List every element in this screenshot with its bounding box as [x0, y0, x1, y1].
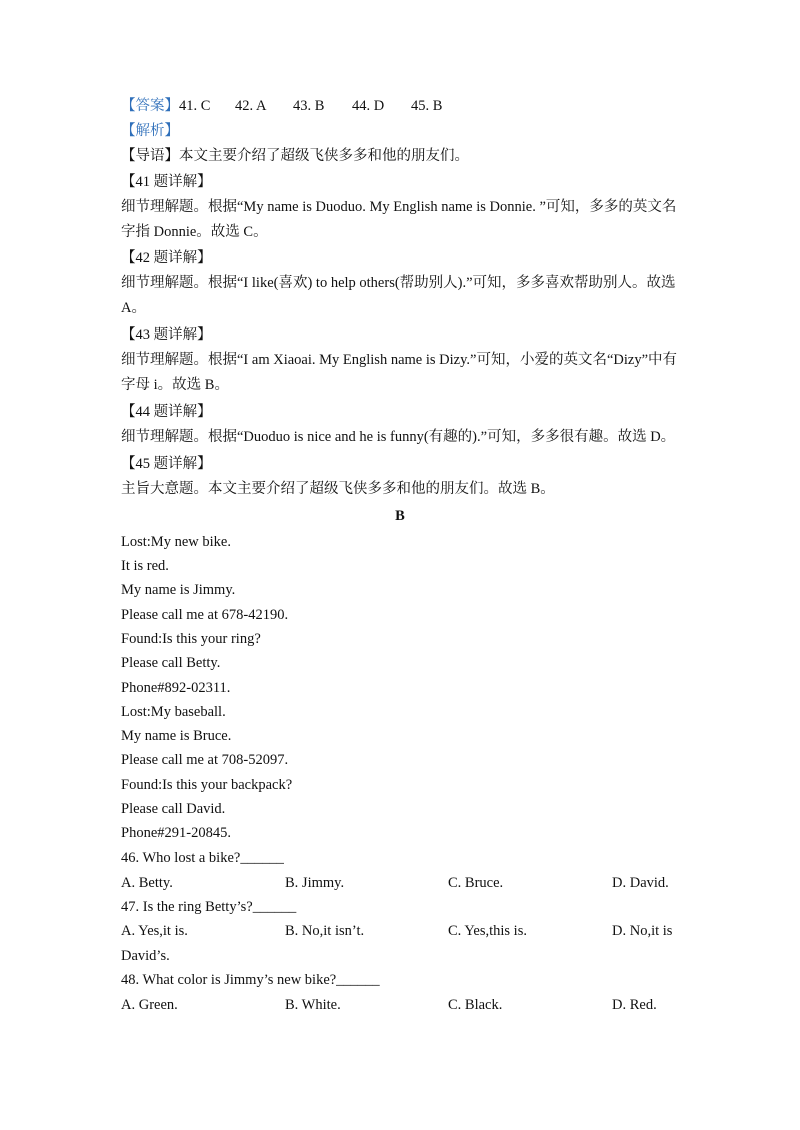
detail-text: 细节理解题。根据“My name is Duoduo. My English name is Donnie. ”可知，多多的英文名	[121, 199, 677, 215]
notice-line: Found:Is this your backpack?	[121, 777, 293, 793]
option-d-continued: David’s.	[121, 948, 170, 964]
detail-text: 细节理解题。根据“I am Xiaoai. My English name is Dizy.”可知，小爱的英文名“Dizy”中有	[121, 352, 678, 368]
option-c: C. Bruce.	[448, 875, 504, 891]
notice-line: My name is Jimmy.	[121, 582, 236, 598]
detail-text: A。	[121, 300, 146, 316]
notice-line: Please call me at 678-42190.	[121, 607, 289, 623]
notice-line: Lost:My baseball.	[121, 704, 226, 720]
detail-text: 字指 Donnie。故选 C。	[121, 224, 268, 240]
answer-label: 【答案】	[121, 98, 179, 114]
option-b: B. White.	[285, 997, 341, 1013]
detail-text: 字母 i。故选 B。	[121, 377, 229, 393]
detail-text: 主旨大意题。本文主要介绍了超级飞侠多多和他的朋友们。故选 B。	[121, 481, 555, 497]
option-b: B. Jimmy.	[285, 875, 345, 891]
notice-line: Please call me at 708-52097.	[121, 752, 289, 768]
question-stem: 48. What color is Jimmy’s new bike?______	[121, 972, 380, 988]
detail-heading: 【45 题详解】	[121, 456, 212, 472]
detail-heading: 【44 题详解】	[121, 404, 212, 420]
option-c: C. Black.	[448, 997, 503, 1013]
notice-line: It is red.	[121, 558, 169, 574]
answer-item: 44. D	[352, 98, 385, 114]
notice-line: Please call David.	[121, 801, 226, 817]
option-d: D. David.	[612, 875, 669, 891]
answer-item: 43. B	[293, 98, 325, 114]
detail-heading: 【43 题详解】	[121, 327, 212, 343]
option-a: A. Betty.	[121, 875, 173, 891]
detail-text: 细节理解题。根据“Duoduo is nice and he is funny(有趣的).”可知，多多很有趣。故选 D。	[121, 429, 676, 445]
guide-text: 【导语】本文主要介绍了超级飞侠多多和他的朋友们。	[121, 148, 469, 164]
notice-line: Phone#892-02311.	[121, 680, 231, 696]
notice-line: Lost:My new bike.	[121, 534, 231, 550]
option-d: D. No,it is	[612, 923, 673, 939]
notice-line: Found:Is this your ring?	[121, 631, 261, 647]
option-a: A. Green.	[121, 997, 178, 1013]
analysis-label: 【解析】	[121, 123, 179, 139]
question-stem: 47. Is the ring Betty’s?______	[121, 899, 297, 915]
option-d: D. Red.	[612, 997, 657, 1013]
notice-line: Please call Betty.	[121, 655, 221, 671]
notice-line: My name is Bruce.	[121, 728, 232, 744]
answer-item: 45. B	[411, 98, 443, 114]
detail-text: 细节理解题。根据“I like(喜欢) to help others(帮助别人).”可知，多多喜欢帮助别人。故选	[121, 275, 676, 291]
answer-line	[121, 96, 672, 116]
detail-heading: 【42 题详解】	[121, 250, 212, 266]
option-a: A. Yes,it is.	[121, 923, 188, 939]
option-b: B. No,it isn’t.	[285, 923, 365, 939]
answer-item: 42. A	[235, 98, 267, 114]
option-c: C. Yes,this is.	[448, 923, 527, 939]
question-stem: 46. Who lost a bike?______	[121, 850, 284, 866]
notice-line: Phone#291-20845.	[121, 825, 231, 841]
answer-item: 41. C	[179, 98, 211, 114]
detail-heading: 【41 题详解】	[121, 174, 212, 190]
section-heading: B	[395, 508, 405, 524]
